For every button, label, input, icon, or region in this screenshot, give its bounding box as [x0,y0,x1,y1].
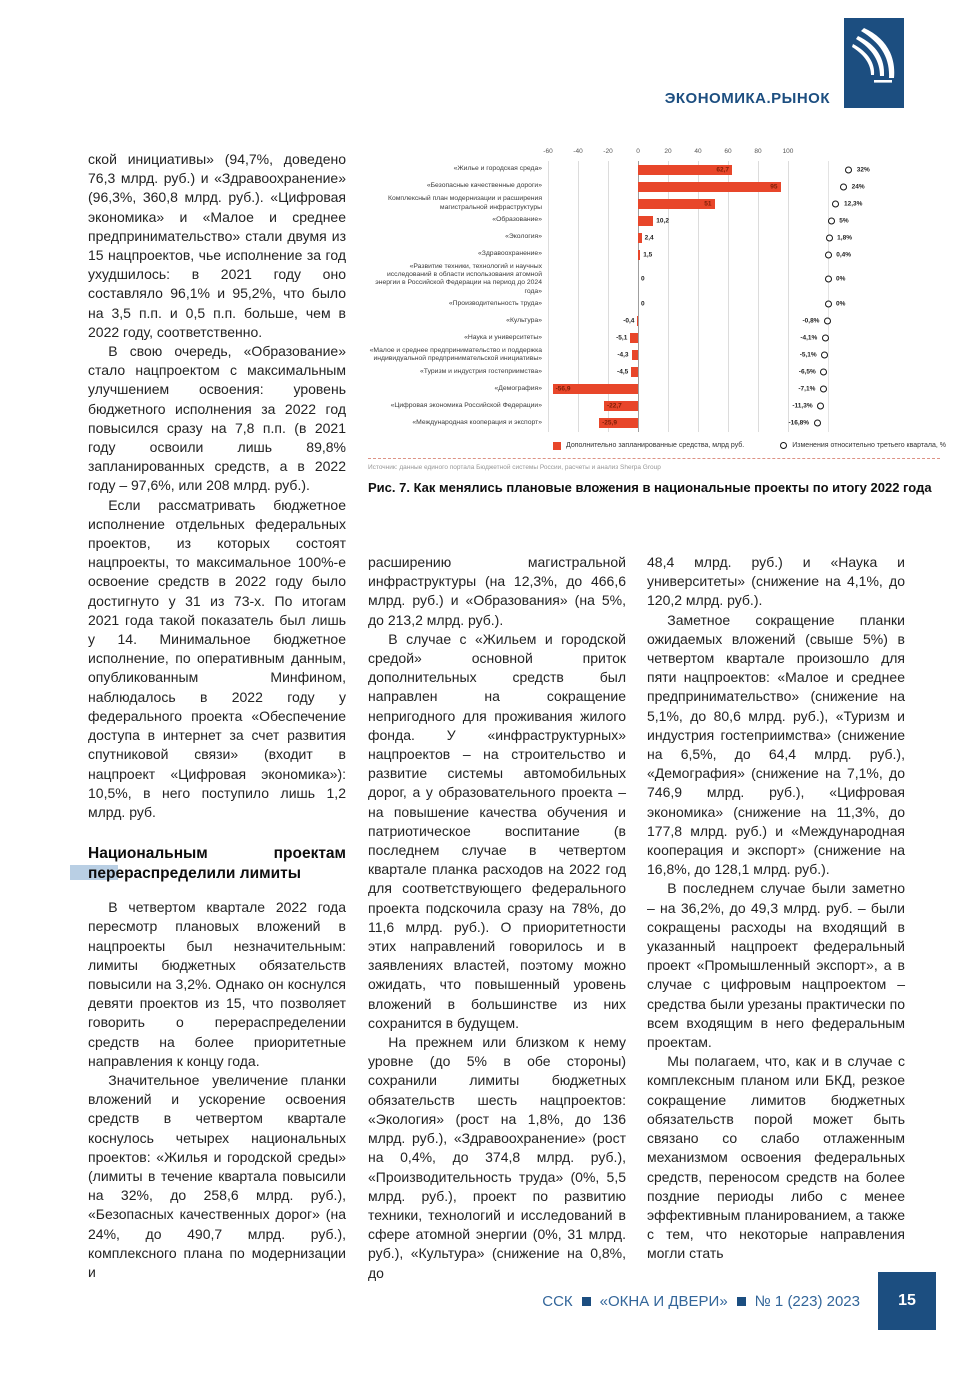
change-marker-icon [832,200,839,207]
legend-bar-swatch-icon [553,442,561,450]
paragraph: Заметное сокращение планки ожидаемых вложений (свыше 5%) в четвертом квартале произошло для пяти нацпроектов: «Малое и среднее предпринимательство» (снижение на 5,1%, до 80,6 млрд. руб.), «Туризм и индустрия гостеприимства» (снижение на 6,5%, до 64,4 млрд. руб.), «Демография» (снижение на 7,1%, до 746,9 млрд. руб.), «Цифровая экономика» (снижение на 11,3%, до 177,8 млрд. руб.) и «Международная кооперация и экспорт» (снижение на 16,8%, до 128,1 млрд. руб.). [647,611,905,878]
category-label: «Туризм и индустрия гостеприимства» [420,368,542,376]
paragraph: Значительное увеличение планки вложений и ускорение освоения средств в четвертом квартале коснулось четырех национальных проектов: «Жилья и городской среды» (лимиты в течение квартала повысили на 32%, до 258,6 млрд. руб.), «Безопасных качественных дорог» (на 24%, до 490,7 млрд. руб.), комплексного плана по модернизации и [88,1071,346,1280]
change-marker-icon [822,335,829,342]
change-label: -11,3% [792,402,813,410]
publisher-logo-icon [844,18,904,108]
change-marker-icon [840,183,847,190]
chart-row [368,347,940,364]
chart-legend [368,442,946,450]
value-label: 0 [641,300,645,308]
change-label: 5% [839,217,849,224]
value-label: -4,3 [617,351,629,359]
page-footer [542,1272,936,1330]
category-label: Комплексный план модернизации и расширения магистральной инфраструктуры [387,195,542,211]
change-marker-icon [820,369,827,376]
change-label: -4,1% [800,334,818,342]
category-label: «Международная кооперация и экспорт» [412,419,542,427]
value-label: 51 [704,200,712,207]
change-label: 1,8% [837,234,852,241]
change-marker-icon [825,301,832,308]
value-bar [638,216,653,226]
change-marker-icon [825,251,832,258]
category-label: «Безопасные качественные дороги» [426,182,542,190]
x-axis-ticks: -60 -40 -20 0 20 40 60 80 100 [543,148,794,155]
section-heading [88,844,346,884]
chart-row [368,195,940,212]
legend-item-bars [553,442,744,450]
change-label: 32% [856,166,870,173]
chart-row [368,296,940,313]
footer-separator-square-icon [582,1297,591,1306]
change-label: 0,4% [836,251,852,258]
value-bar [631,367,638,377]
category-label: «Культура» [506,317,542,325]
change-marker-icon [824,318,831,325]
change-label: -6,5% [798,368,816,376]
change-label: 0% [836,300,846,308]
footer-magazine-name: «ОКНА И ДВЕРИ» [599,1292,728,1310]
paragraph: На прежнем или близком к нему уровне (до 5% в обе стороны) сохранили лимиты бюджетных обязательств шесть нацпроектов: «Экология» (рост на 1,8%, до 136 млрд. руб.), «Здравоохранение» (рост на 0,4%, до 374,8 млрд. руб.), «Производительность труда» (0%, 5,5 млрд. руб.), проект по развитию техники, технологий и исследований в сфере атомной энергии (0%, 31 млрд. руб.), «Культура» (снижение на 0,8%, до [368,1034,626,1281]
bar-chart [368,148,940,432]
value-label: -25,9 [602,419,617,427]
change-label: -5,1% [799,351,817,359]
change-marker-icon [820,386,827,393]
value-bar [637,316,638,326]
chart-row [368,263,940,296]
chart-row [368,161,940,178]
change-label: 0% [836,275,846,283]
chart-row [368,364,940,381]
value-bar [630,333,638,343]
change-marker-icon [845,166,852,173]
category-label: «Производительность труда» [448,300,542,308]
figure-block [368,148,946,495]
change-label: 24% [851,183,865,190]
chart-row [368,229,940,246]
middle-column [368,553,626,1283]
value-label: 0 [641,275,645,283]
figure-divider [368,458,940,459]
value-bar [638,199,715,209]
footer-separator-square-icon [737,1297,746,1306]
value-label: 2,4 [644,234,654,241]
paragraph: Если рассматривать бюджетное исполнение отдельных федеральных проектов, из которых состоят нацпроекты, то максимальное 100%-е освоение средств в 2022 году было достигнуто у 31 из 73-х. По итогам 2021 года такой показатель был лишь у 14. Минимальное бюджетное исполнение, по оперативным данным, опубликованным Минфином, наблюдалось в 2022 году у федерального проекта «Обеспечение доступа в интернет за счет развития спутниковой связи» (входит в нацпроект «Цифровая экономика»): 10,5%, в него поступило лишь 1,2 млрд. руб. [88,496,346,820]
value-label: -5,1 [616,334,628,342]
value-bar [632,350,638,360]
chart-row [368,313,940,330]
value-label: 10,2 [656,217,669,224]
legend-item-markers [780,442,946,449]
legend-bar-label: Дополнительно запланированные средства, млрд руб. [566,442,745,450]
value-label: -56,9 [555,385,571,393]
category-label: «Здравоохранение» [477,250,542,258]
change-label: -0,8% [802,317,820,325]
chart-row [368,330,940,347]
change-label: -16,8% [788,419,810,427]
chart-row [368,381,940,398]
paragraph: В последнем случае были заметно – на 36,2%, до 49,3 млрд. руб. – были сокращены расходы на входящий в указанный нацпроект федеральный проект «Промышленный экспорт», а в случае с цифровым нацпроектом – средства были урезаны практически по всем входящим в него федеральным проектам. [647,880,905,1051]
value-label: -4,5 [617,368,629,376]
paragraph: В четвертом квартале 2022 года пересмотр плановых вложений в нацпроекты был незначительным: лимиты бюджетных обязательств повысили на 3,2%. Однако он коснулся девяти проектов из 15, что позволяет говорить о перераспределении средств на более приоритетные направления к концу года. [88,899,346,1069]
value-bar [638,233,642,243]
category-label: «Цифровая экономика Российской Федерации» [390,402,542,410]
paragraph: В случае с «Жильем и городской средой» основной приток дополнительных средств был направлен на сокращение непригодного для проживания жилого фонда. У «инфраструктурных» нацпроектов – на строительство и развитие системы автомобильных дорог, а у образовательного проекта – на повышение качества обучения и патриотическое воспитание (в последнем случае в четвертом квартале планка расходов на 2022 год для соответствующего федерального проекта подскочила сразу на 78%, до 11,6 млрд. руб.). О приоритетности этих направлений говорилось и в заявлениях властей, поэтому можно ожидать, что повышенный уровень вложений в большинстве из них сохранится в будущем. [368,630,626,1031]
left-column-paragraphs-top [88,150,346,822]
value-label: 95 [770,183,778,190]
category-label: «Малое и среднее предпринимательство и поддержка индивидуальной предпринимательской инициативы» [369,347,542,363]
chart-row [368,246,940,263]
figure-caption: Рис. 7. Как менялись плановые вложения в национальные проекты по итогу 2022 года [368,479,932,495]
paragraph: расширению магистральной инфраструктуры (на 12,3%, до 466,6 млрд. руб.) и «Образования» (на 5%, до 213,2 млрд. руб.). [368,554,626,628]
chart-row [368,398,940,415]
paragraph: Мы полагаем, что, как и в случае с комплексным планом или БКД, резкое сокращение лимитов бюджетных обязательств порой может быть связано со слабо отлаженным механизмом освоения федеральных средств, переносом средств на более поздние периоды либо с менее эффективным планированием, а также с тем, что некоторые направления могли стать [647,1053,905,1262]
change-marker-icon [821,352,828,359]
section-label: ЭКОНОМИКА.РЫНОК [664,90,830,107]
paragraph: В свою очередь, «Образование» стало нацпроектом с максимальным улучшением освоения: уровень бюджетного исполнения за 2022 год повысился сразу на 7,8 п.п. (в 2021 году освоили лишь 89,8% запланированных средств, а в 2022 году – 97,6%, или 208 млрд. руб.). [88,343,346,494]
section-heading-text: Национальным проектам перераспределили лимиты [88,845,346,883]
right-column [647,553,905,1264]
page-number-box: 15 [878,1272,936,1330]
paragraph: 48,4 млрд. руб.) и «Наука и университеты» (снижение на 4,1%, до 120,2 млрд. руб.). [647,554,905,609]
change-marker-icon [828,217,835,224]
value-label: -22,7 [606,402,622,410]
change-marker-icon [825,276,832,283]
figure-source: Источник: данные единого портала Бюджетной системы России, расчеты и анализ Sherpa Group [368,463,661,471]
category-label: «Демография» [494,385,542,393]
category-label: «Образование» [492,216,542,224]
change-marker-icon [817,403,824,410]
legend-circle-icon [780,442,787,449]
category-label: «Развитие техники, технологий и научных исследований в области использования атомной энергии в Российской Федерации на период до 2024 года» [375,263,542,295]
category-label: «Экология» [505,233,542,241]
value-label: -0,4 [623,317,635,325]
change-marker-icon [826,234,833,241]
left-column-paragraphs-bottom [88,898,346,1282]
value-bar [638,182,781,192]
footer-issue: № 1 (223) 2023 [754,1292,860,1310]
chart-row [368,415,940,432]
paragraph: ской инициативы» (94,7%, доведено 76,3 млрд. руб.) и «Здравоохранение» (96,3%, 360,8 млрд. руб.). «Цифровая экономика» и «Малое и среднее предпринимательство» стали двумя из 15 нацпроектов, чье исполнение за год ухудшилось: в 2021 году оно составляло 96,1% и 95,2%, что было на 3,5 п.п. и 0,5 п.п. больше, чем в 2022 году, соответственно. [88,151,346,340]
change-label: 12,3% [843,200,863,207]
value-label: 62,7 [716,166,730,173]
value-bar [638,250,640,260]
category-label: «Жилье и городская среда» [453,165,542,173]
chart-row [368,212,940,229]
legend-marker-label: Изменения относительно третьего квартала, % [792,442,946,450]
chart-row [368,178,940,195]
change-label: -7,1% [798,385,816,393]
value-label: 1,5 [643,251,653,258]
category-label: «Наука и университеты» [464,334,542,342]
footer-publisher: ССК [542,1292,573,1310]
left-column [88,150,346,1282]
change-marker-icon [814,420,821,427]
